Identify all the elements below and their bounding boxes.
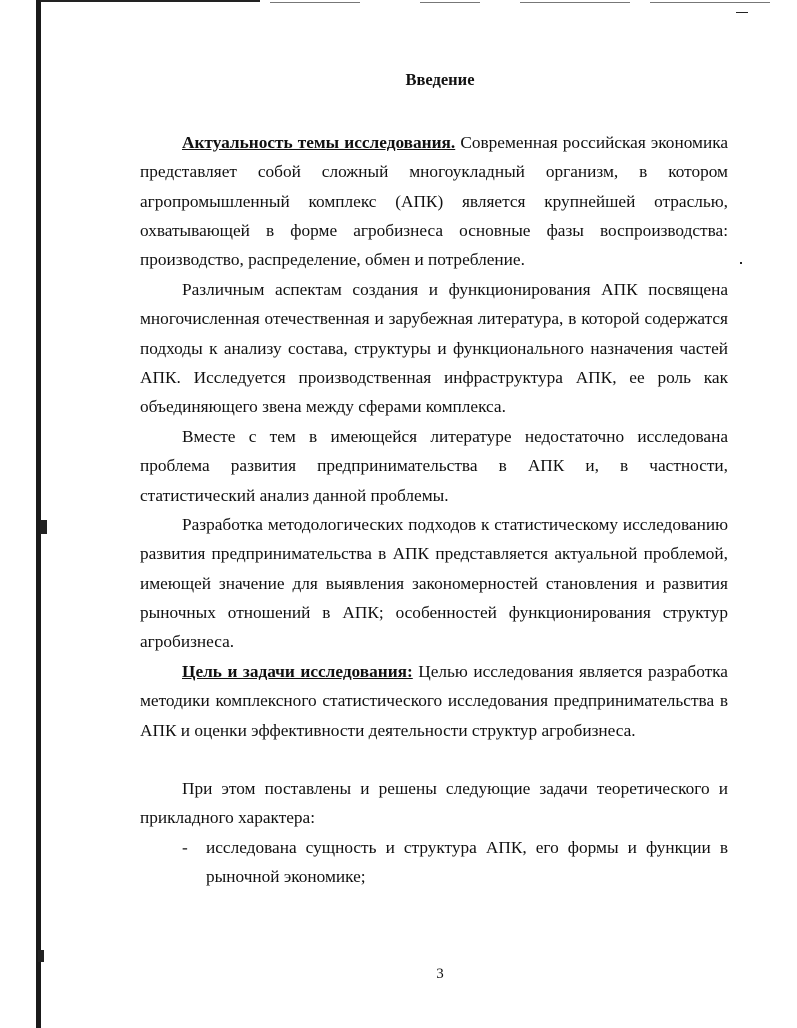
scan-left-margin-shadow <box>36 0 41 1028</box>
paragraph-goals <box>140 657 728 745</box>
list-item-text: исследована сущность и структура АПК, его формы и функции в рыночной экономике; <box>206 838 728 887</box>
document-page <box>140 0 728 1028</box>
scan-speck <box>736 12 748 13</box>
paragraph-text: Различным аспектам создания и функционирования АПК посвящена многочисленная отечественная и зарубежная литература, в которой содержатся подходы к анализу состава, структуры и функционального назначения частей АПК. Исследуется производственная инфраструктура АПК, ее роль как объединяющего звена между сферами комплекса. <box>140 280 728 417</box>
paragraph-text: Современная российская экономика представляет собой сложный многоукладный организм, в котором агропромышленный комплекс (АПК) является крупнейшей отраслью, охватывающей в форме агробизнеса основные фазы воспроизводства: производство, распределение, обмен и потребление. <box>140 133 728 270</box>
paragraph-relevance <box>140 128 728 274</box>
paragraph-text: При этом поставлены и решены следующие задачи теоретического и прикладного характера: <box>140 779 728 828</box>
paragraph-tasks-intro <box>140 774 728 833</box>
scan-speck <box>740 262 742 264</box>
scan-speck <box>40 520 47 534</box>
list-bullet: - <box>182 838 188 857</box>
paragraph-text: Вместе с тем в имеющейся литературе недостаточно исследована проблема развития предпринимательства в АПК и, в частности, статистический анализ данной проблемы. <box>140 427 728 505</box>
paragraph-text: Разработка методологических подходов к статистическому исследованию развития предпринимательства в АПК представляется актуальной проблемой, имеющей значение для выявления закономерностей становления и развития рыночных отношений в АПК; особенностей функционирования структур агробизнеса. <box>140 515 728 652</box>
paragraph-gap <box>140 422 728 510</box>
list-item <box>140 833 728 892</box>
scan-speck <box>38 950 44 962</box>
page-number: 3 <box>436 966 444 982</box>
paragraph-methodology <box>140 510 728 656</box>
paragraph-text: Целью исследования является разработка методики комплексного статистического исследования предпринимательства в АПК и оценки эффективности деятельности структур агробизнеса. <box>140 662 728 740</box>
paragraph-lead: Цель и задачи исследования: <box>182 662 413 681</box>
page-title: Введение <box>405 70 475 89</box>
paragraph-literature <box>140 275 728 421</box>
paragraph-lead: Актуальность темы исследования. <box>182 133 456 152</box>
